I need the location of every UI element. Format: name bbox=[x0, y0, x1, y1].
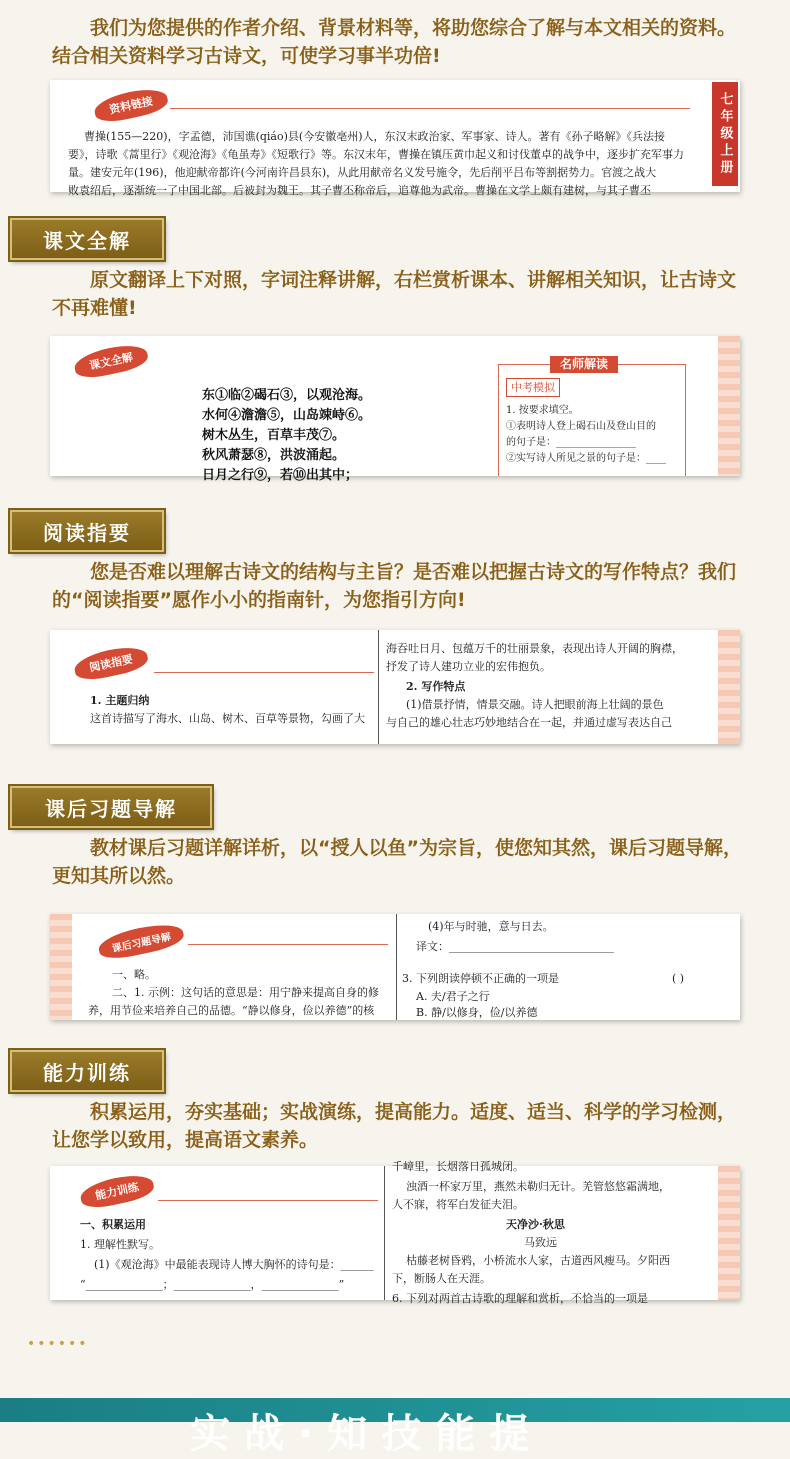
poem-line-1: 东①临②碣石③，以观沧海。 bbox=[202, 388, 372, 403]
material-line-3: 量。建安元年(196)，他迎献帝都许(今河南许昌县东)，从此用献帝名义发号施令，先后削平吕布等割据势力。官渡之战大 bbox=[68, 166, 657, 179]
ability-right-5: 马致远 bbox=[524, 1236, 557, 1249]
ability-right-2: 浊酒一杯家万里，燕然未勒归无计。羌管悠悠霜满地， bbox=[406, 1180, 670, 1193]
guide-left-2: 这首诗描写了海水、山岛、树木、百草等景物，勾画了大 bbox=[90, 712, 365, 725]
intro-reading-guide: 您是否难以理解古诗文的结构与主旨？是否难以把握古诗文的写作特点？我们的“阅读指要”愿作小小的指南针，为您指引方向! bbox=[52, 561, 737, 611]
guide-right-5: 与自己的雄心壮志巧妙地结合在一起，并通过虚写表达自己 bbox=[386, 716, 672, 729]
card-reading-guide bbox=[50, 630, 740, 744]
card-text-explained bbox=[50, 336, 740, 483]
rule-line bbox=[158, 1200, 378, 1201]
ability-left-2: 1. 理解性默写。 bbox=[80, 1238, 160, 1251]
ability-right-8: 6. 下列对两首古诗歌的理解和赏析，不恰当的一项是 bbox=[392, 1292, 648, 1305]
exercise-right-1: (4)年与时驰，意与日去。 bbox=[428, 920, 554, 933]
badge-exercise-guide: 课后习题导解 bbox=[10, 786, 212, 828]
ability-left-1: 一、积累运用 bbox=[80, 1218, 146, 1231]
exercise-right-5: A. 夫/君子之行 bbox=[416, 990, 490, 1003]
decor-band bbox=[50, 914, 72, 1020]
exercise-right-6: B. 静/以修身，俭/以养德 bbox=[416, 1006, 538, 1019]
decor-band bbox=[718, 630, 740, 744]
panel-line-1: 1. 按要求填空。 bbox=[506, 405, 579, 416]
poem-line-2: 水何④澹澹⑤，山岛竦峙⑥。 bbox=[202, 408, 372, 423]
badge-ability-training: 能力训练 bbox=[10, 1050, 164, 1092]
footer-banner bbox=[0, 1398, 790, 1457]
intro-ability-training: 积累运用，夯实基础；实战演练，提高能力。适度、适当、科学的学习检测，让您学以致用，提高语文素养。 bbox=[52, 1101, 737, 1151]
footer-heading: 实战·知技能提 bbox=[190, 1411, 544, 1457]
stamp-ability-training: 能力训练 bbox=[78, 1171, 156, 1212]
intro-text-explained: 原文翻译上下对照，字词注释讲解，右栏赏析课本、讲解相关知识，让古诗文不再难懂! bbox=[52, 269, 737, 319]
panel-line-3: 的句子是：________________ bbox=[506, 437, 636, 448]
guide-right-1: 海吞吐日月、包蕴万千的壮丽景象，表现出诗人开阔的胸襟， bbox=[386, 642, 683, 655]
stamp-reading-guide: 阅读指要 bbox=[72, 643, 150, 684]
material-line-1: 曹操(155—220)，字孟德，沛国谯(qiáo)县(今安徽亳州)人，东汉末政治家、军事家、诗人。著有《孙子略解》《兵法接 bbox=[84, 130, 665, 143]
ability-left-4: “______________；______________，______________” bbox=[80, 1278, 345, 1291]
panel-line-4: ②实写诗人所见之景的句子是：____ bbox=[506, 453, 666, 464]
exercise-right-4: ( ) bbox=[672, 972, 685, 985]
exercise-right-2: 译文：______________________________ bbox=[416, 940, 614, 953]
exercise-right-3: 3. 下列朗读停顿不正确的一项是 bbox=[402, 972, 559, 985]
rule-line bbox=[188, 944, 388, 945]
column-divider bbox=[384, 1166, 385, 1300]
ability-right-1: 千嶂里，长烟落日孤城闭。 bbox=[392, 1160, 524, 1173]
badge-reading-guide: 阅读指要 bbox=[10, 510, 164, 552]
ability-right-7: 下，断肠人在天涯。 bbox=[392, 1272, 491, 1285]
exercise-left-2: 二、1. 示例：这句话的意思是：用宁静来提高自身的修 bbox=[112, 986, 379, 999]
decor-band bbox=[718, 1166, 740, 1300]
column-divider bbox=[378, 630, 379, 744]
panel-tag: 中考模拟 bbox=[506, 378, 560, 397]
poem-line-3: 树木丛生，百草丰茂⑦。 bbox=[202, 428, 346, 443]
guide-left-1: 1. 主题归纳 bbox=[90, 694, 150, 707]
card-ability-training bbox=[50, 1160, 740, 1305]
poem-line-4: 秋风萧瑟⑧，洪波涌起。 bbox=[202, 448, 346, 463]
rule-line bbox=[170, 108, 690, 109]
material-line-4: 败袁绍后，逐渐统一了中国北部。后被封为魏王。其子曹丕称帝后，追尊他为武帝。曹操在文学上颇有建树，与其子曹丕 bbox=[68, 184, 651, 197]
intro-exercise-guide: 教材课后习题详解详析，以“授人以鱼”为宗旨，使您知其然，课后习题导解，更知其所以然。 bbox=[52, 837, 742, 887]
column-divider bbox=[396, 914, 397, 1020]
panel-line-2: ①表明诗人登上碣石山及登山目的 bbox=[506, 421, 656, 432]
card-materials bbox=[50, 80, 740, 197]
ability-right-6: 枯藤老树昏鸦，小桥流水人家，古道西风瘦马。夕阳西 bbox=[406, 1254, 670, 1267]
ability-right-3: 人不寐，将军白发征夫泪。 bbox=[392, 1198, 524, 1211]
decorative-dots: •••••• bbox=[27, 1336, 89, 1352]
stamp-text-explained: 课文全解 bbox=[72, 341, 150, 382]
badge-text-explained: 课文全解 bbox=[10, 218, 164, 260]
rule-line bbox=[154, 672, 374, 673]
exercise-left-3: 养，用节俭来培养自己的品德。“静以修身，俭以养德”的核 bbox=[88, 1004, 375, 1017]
ability-left-3: (1)《观沧海》中最能表现诗人博大胸怀的诗句是：______ bbox=[94, 1258, 374, 1271]
intro-materials: 我们为您提供的作者介绍、背景材料等，将助您综合了解与本文相关的资料。结合相关资料学习古诗文，可使学习事半功倍! bbox=[52, 17, 737, 67]
exercise-left-1: 一、略。 bbox=[112, 968, 156, 981]
stamp-materials: 资料链接 bbox=[92, 85, 170, 126]
ability-right-4: 天净沙·秋思 bbox=[506, 1218, 565, 1231]
poem-line-5: 日月之行⑨，若⑩出其中； bbox=[202, 468, 359, 483]
guide-right-3: 2. 写作特点 bbox=[406, 680, 466, 693]
stamp-exercise-guide: 课后习题导解 bbox=[96, 919, 186, 962]
card-exercise-guide bbox=[50, 914, 740, 1020]
grade-tag: 七年级上册 bbox=[712, 82, 738, 186]
guide-right-4: (1)借景抒情，情景交融。诗人把眼前海上壮阔的景色 bbox=[406, 698, 664, 711]
guide-right-2: 抒发了诗人建功立业的宏伟抱负。 bbox=[386, 660, 551, 673]
material-line-2: 要》，诗歌《蒿里行》《观沧海》《龟虽寿》《短歌行》等。东汉末年，曹操在镇压黄巾起义和讨伐董卓的战争中，逐步扩充军事力 bbox=[68, 148, 684, 161]
decor-band bbox=[718, 336, 740, 476]
panel-title: 名师解读 bbox=[550, 356, 618, 373]
